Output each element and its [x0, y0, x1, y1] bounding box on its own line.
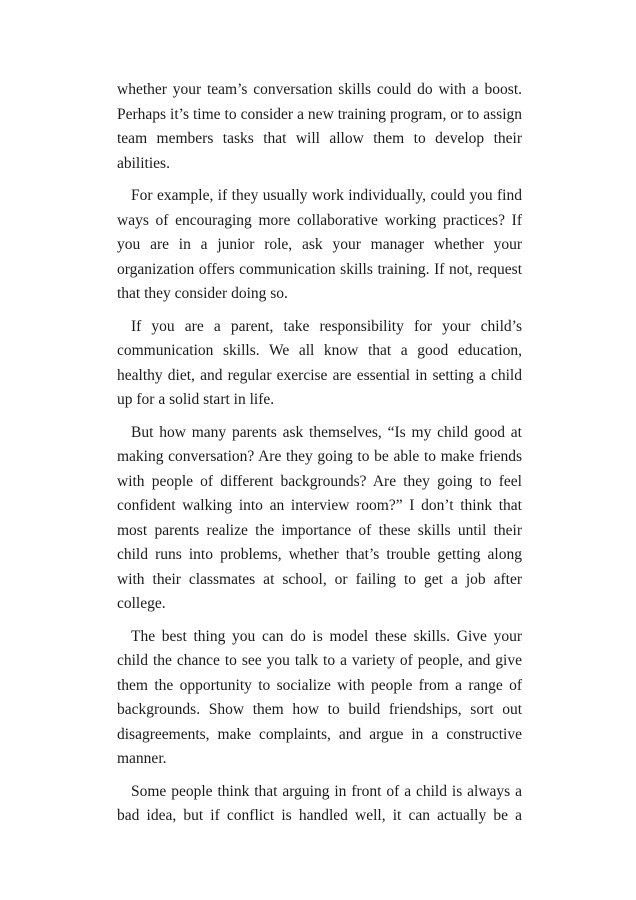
- paragraph-6: Some people think that arguing in front of a child is always a bad idea, but if conflict is handled well, it can actually be a: [117, 782, 522, 824]
- paragraph-5: The best thing you can do is model these skills. Give your child the chance to see you talk to a variety of people, and give them the opportunity to socialize with people from a range of backgrounds. Show them how to build friendships, sort out disagreements, make complaints, and argue in a constructive manner.: [117, 627, 522, 767]
- paragraph-1: whether your team’s conversation skills could do with a boost. Perhaps it’s time to consider a new training program, or to assign team members tasks that will allow them to develop their abilities.: [117, 81, 522, 172]
- paragraph-4: But how many parents ask themselves, “Is my child good at making conversation? Are they going to be able to make friends with people of different backgrounds? Are they going to feel confident walking into an interview room?” I don’t think that most parents realize the importance of these skills until their child runs into problems, whether that’s trouble getting along with their classmates at school, or failing to get a job after college.: [117, 423, 522, 612]
- paragraph-2: For example, if they usually work individually, could you find ways of encouraging more collaborative working practices? If you are in a junior role, ask your manager whether your organization offers communication skills training. If not, request that they consider doing so.: [117, 187, 522, 302]
- document-page: [117, 78, 522, 837]
- paragraph-3: If you are a parent, take responsibility for your child’s communication skills. We all know that a good education, healthy diet, and regular exercise are essential in setting a child up for a solid start in life.: [117, 317, 522, 408]
